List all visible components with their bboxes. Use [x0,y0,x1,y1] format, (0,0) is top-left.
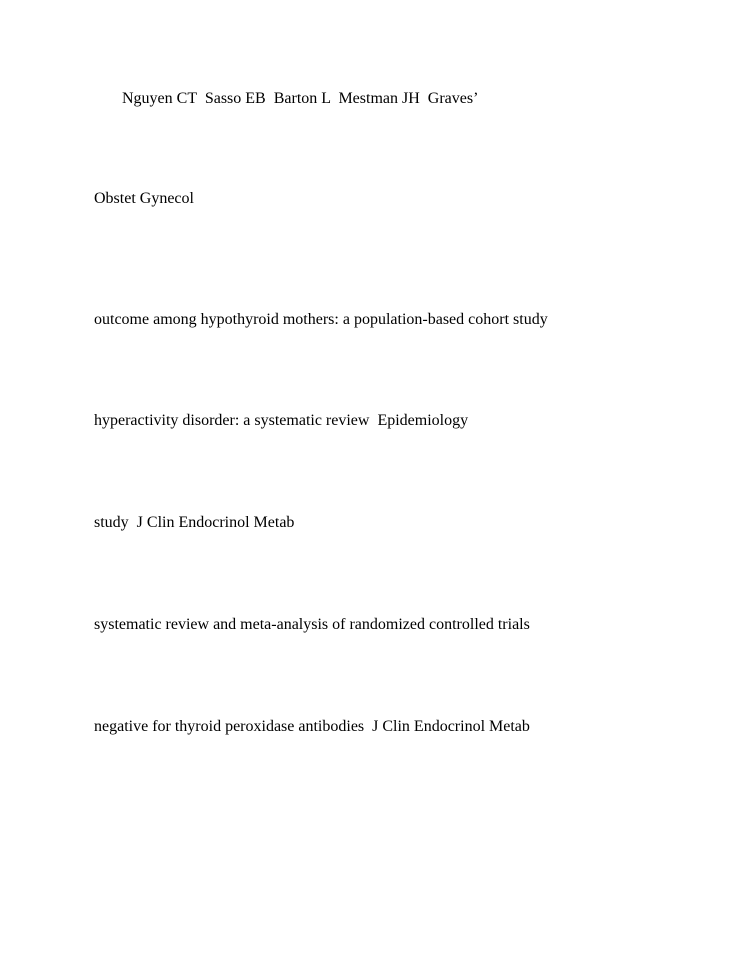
reference-line-hyperactivity: hyperactivity disorder: a systematic review Epidemiology [94,412,469,429]
reference-line-antibodies: negative for thyroid peroxidase antibodies J Clin Endocrinol Metab [94,718,530,735]
reference-line-study-journal: study J Clin Endocrinol Metab [94,514,295,531]
reference-line-journal: Obstet Gynecol [94,190,194,207]
reference-line-authors: Nguyen CT Sasso EB Barton L Mestman JH Graves’ [122,90,479,107]
reference-line-cohort-study: outcome among hypothyroid mothers: a population-based cohort study [94,311,548,328]
reference-line-meta-analysis: systematic review and meta-analysis of randomized controlled trials [94,616,530,633]
